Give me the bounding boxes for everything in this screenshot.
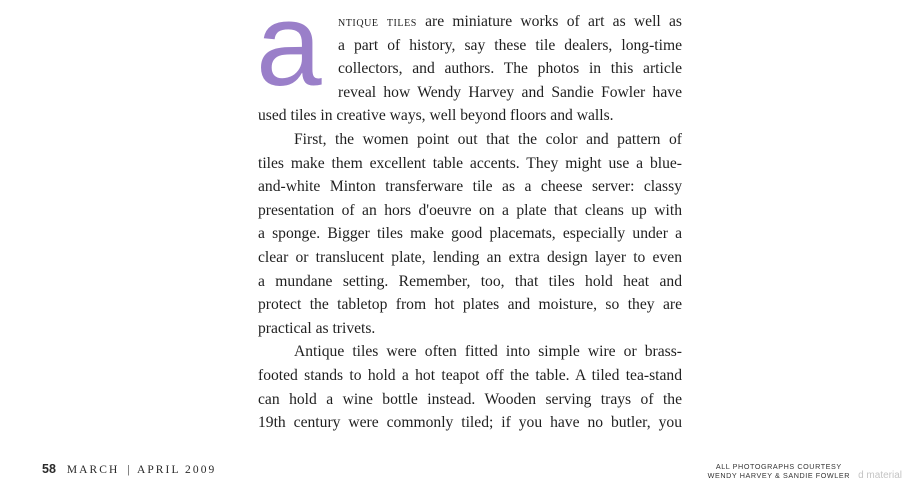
photo-credit-line-1: ALL PHOTOGRAPHS COURTESY xyxy=(715,462,842,471)
article-line xyxy=(258,10,682,34)
article-line: collectors, and authors. The photos in this article xyxy=(338,60,682,78)
page-folio xyxy=(42,462,216,476)
article-line: tiles make them excellent table accents. They might use a blue- xyxy=(258,154,682,172)
article-line: presentation of an hors d'oeuvre on a plate that cleans up with xyxy=(258,201,682,219)
article-line: First, the women point out that the color and pattern of xyxy=(294,130,682,148)
folio-separator: | xyxy=(127,464,130,476)
article-line: and-white Minton transferware tile as a cheese server: classy xyxy=(258,178,682,196)
article-line: can hold a wine bottle instead. Wooden serving trays of the xyxy=(258,390,682,408)
article-line-text: are miniature works of art as well as xyxy=(416,13,682,30)
article-line: used tiles in creative ways, well beyond floors and walls. xyxy=(258,107,614,125)
article-line: Antique tiles were often fitted into simple wire or brass- xyxy=(294,343,682,361)
photo-credit-line-2: WENDY HARVEY & SANDIE FOWLER xyxy=(707,471,850,480)
issue-month-left: MARCH xyxy=(66,464,120,476)
page-number: 58 xyxy=(42,462,56,476)
watermark: d material xyxy=(858,470,902,481)
article-line: protect the tabletop from hot plates and moisture, so they are xyxy=(258,296,682,314)
article-line: a sponge. Bigger tiles make good placemats, especially under a xyxy=(258,225,682,243)
article-body xyxy=(258,10,682,435)
article-line: footed stands to hold a hot teapot off the table. A tiled tea-stand xyxy=(258,366,682,384)
lead-in-small-caps: ntique tiles xyxy=(338,14,417,29)
photo-credit xyxy=(708,462,850,480)
article-line: reveal how Wendy Harvey and Sandie Fowler have xyxy=(338,83,682,101)
issue-month-right: APRIL 2009 xyxy=(136,464,217,476)
article-line: clear or translucent plate, lending an extra design layer to even xyxy=(258,248,682,266)
article-line: practical as trivets. xyxy=(258,319,376,337)
drop-cap: a xyxy=(256,0,322,111)
article-line: 19th century were commonly tiled; if you have no butler, you xyxy=(258,414,682,432)
article-line: a part of history, say these tile dealers, long-time xyxy=(338,36,682,54)
article-line: a mundane setting. Remember, too, that tiles hold heat and xyxy=(258,272,682,290)
